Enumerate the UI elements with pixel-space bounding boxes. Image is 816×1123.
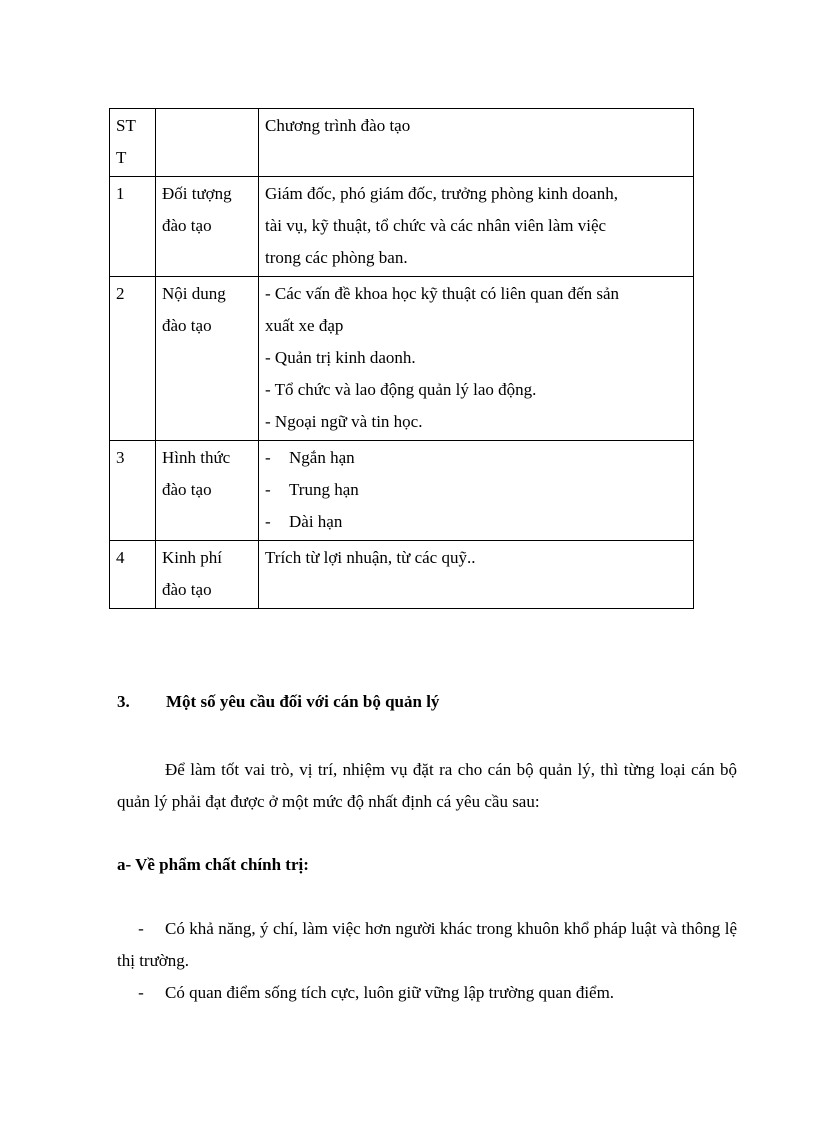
content-line: - Trung hạn [265,474,687,506]
table-row [110,277,694,441]
section-number: 3. [117,692,130,711]
stt-header-line1: ST [116,116,136,135]
content-line: - Các vấn đề khoa học kỹ thuật có liên quan đến sản [265,284,620,303]
row-label-line: đào tạo [162,480,212,499]
bullet-text: Có khả năng, ý chí, làm việc hơn người khác trong khuôn khổ pháp luật và thông lệ thị trường. [117,919,737,970]
table-row [110,177,694,277]
content-line: Giám đốc, phó giám đốc, trưởng phòng kinh doanh, [265,184,618,203]
bullet-dash: - [138,919,144,938]
row-label [156,541,259,609]
training-program-table [109,108,694,609]
list-item [117,977,737,1009]
row-label [156,177,259,277]
subheading-political-quality: a- Về phẩm chất chính trị: [117,855,309,874]
row-number: 1 [110,177,156,277]
row-label-line: đào tạo [162,216,212,235]
row-number: 4 [110,541,156,609]
content-line: - Ngoại ngữ và tin học. [265,412,423,431]
stt-header-line2: T [116,148,127,167]
row-label-line: Nội dung [162,284,226,303]
list-item [117,913,737,977]
content-line: trong các phòng ban. [265,248,408,267]
row-number: 2 [110,277,156,441]
section-3-heading [117,692,439,712]
row-label-line: Đối tượng [162,184,232,203]
row-content [259,441,694,541]
content-line: - Quản trị kinh daonh. [265,348,416,367]
bullet-dash: - [138,983,144,1002]
row-label-line: Hình thức [162,448,231,467]
content-line: - Tổ chức và lao động quản lý lao động. [265,380,537,399]
row-content [259,277,694,441]
row-label-line: Kinh phí [162,548,222,567]
row-content [259,541,694,609]
row-label [156,277,259,441]
intro-paragraph: Để làm tốt vai trò, vị trí, nhiệm vụ đặt ra cho cán bộ quản lý, thì từng loại cán bộ quản lý phải đạt được ở một mức độ nhất định cá yêu cầu sau: [117,760,737,811]
content-line: - Dài hạn [265,506,687,538]
row-number: 3 [110,441,156,541]
bullet-text: Có quan điểm sống tích cực, luôn giữ vững lập trường quan điểm. [165,983,615,1002]
program-header-text: Chương trình đào tạo [265,116,411,135]
row-label [156,441,259,541]
content-line: xuất xe đạp [265,316,344,335]
table-row [110,541,694,609]
table-row [110,441,694,541]
program-header-cell [259,109,694,177]
bullet-list [117,913,737,1009]
empty-header-cell [156,109,259,177]
content-line: - Ngắn hạn [265,442,687,474]
content-line: tài vụ, kỹ thuật, tổ chức và các nhân viên làm việc [265,216,607,235]
content-line: Trích từ lợi nhuận, từ các quỹ.. [265,548,476,567]
section-title: Một số yêu cầu đối với cán bộ quản lý [166,692,440,711]
row-label-line: đào tạo [162,316,212,335]
table-header-row [110,109,694,177]
stt-header-cell [110,109,156,177]
row-content [259,177,694,277]
row-label-line: đào tạo [162,580,212,599]
